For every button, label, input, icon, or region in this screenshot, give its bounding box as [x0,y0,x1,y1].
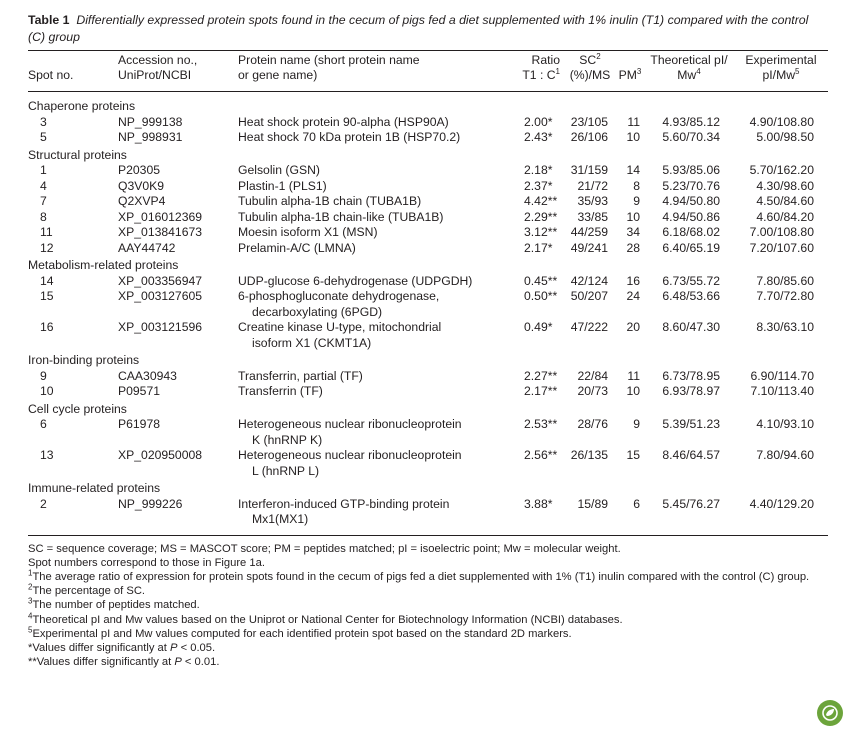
cell-theoretical: 8.60/47.30 [662,320,720,334]
figure-link[interactable]: 1a [249,556,262,569]
table-row [28,194,828,210]
cell-pm: 11 [627,368,640,383]
header-ratio: Ratio T1 : $C^1$ [522,53,560,82]
table-row [28,289,828,320]
cell-spot: 6 [40,417,47,431]
table-row [28,497,828,528]
bottom-rule [28,535,828,536]
cell-sc: 22/84 [577,368,608,383]
cell-experimental: 4.50/84.60 [756,194,814,208]
cell-experimental: 7.70/72.80 [756,289,814,303]
header-accession: Accession no., UniProt/NCBI [118,53,198,82]
footnote-spot-reference: Spot numbers correspond to those in Figure 1a. [28,556,265,569]
cell-accession: XP_016012369 [118,209,203,224]
group-title: Structural proteins [28,147,127,162]
cell-theoretical: 4.94/50.80 [662,194,720,208]
cell-sc: 49/241 [570,240,608,255]
cell-spot: 8 [40,209,47,224]
cell-theoretical: 5.39/51.23 [662,417,720,431]
cell-accession: Q3V0K9 [118,178,165,193]
cell-theoretical: 6.73/55.72 [662,273,720,288]
cell-experimental: 7.80/85.60 [756,273,814,288]
cell-sc: 28/76 [577,417,608,431]
cell-pm: 9 [633,417,640,431]
cell-sc: 42/124 [570,273,608,288]
table-title: Differentially expressed protein spots found in the cecum of pigs fed a diet supplemented with 1% inulin (T1) compared with the control (C) group [28,13,809,44]
cell-ratio: 2.18* [524,163,553,177]
cell-ratio: 2.56** [524,448,558,462]
cell-sc: 50/207 [570,289,608,303]
cell-spot: 16 [40,320,54,334]
footnote-significance-2: **Values differ significantly at P < 0.01. [28,656,220,669]
table-row [28,179,828,195]
cell-accession: AAY44742 [118,240,176,255]
header-theoretical: Theoretical pI/ Mw$^4$ [650,53,728,82]
header-sc: $SC^2$ (%)/MS [569,51,611,82]
cell-experimental: 6.90/114.70 [750,368,814,383]
cell-ratio: 2.17** [524,384,558,398]
cell-spot: 4 [40,178,47,193]
cell-pm: 24 [626,289,640,303]
header-rule [28,83,828,92]
cell-ratio: 0.49* [524,320,553,334]
table-footnotes [28,542,828,670]
cell-sc: 33/85 [577,209,608,224]
cell-sc: 35/93 [577,194,608,208]
group-title: Immune-related proteins [28,481,161,495]
cell-accession: NP_999138 [118,114,183,129]
group-title: Cell cycle proteins [28,401,127,416]
cell-spot: 15 [40,289,54,303]
cell-pm: 14 [626,163,640,177]
cell-pm: 10 [626,384,640,398]
cell-protein-name: Tubulin alpha-1B chain-like (TUBA1B) [238,209,444,224]
cell-experimental: 8.30/63.10 [756,320,814,334]
cell-protein-name: Tubulin alpha-1B chain (TUBA1B) [238,194,422,208]
cell-pm: 6 [633,496,640,511]
cell-spot: 14 [40,273,54,288]
cell-experimental: 4.10/93.10 [756,417,814,431]
table-row [28,417,828,448]
cell-theoretical: 8.46/64.57 [662,448,720,462]
cell-ratio: 2.37* [524,178,553,193]
cell-protein-name: Interferon-induced GTP-binding protein Mx1(MX1) [238,496,450,526]
cell-sc: 47/222 [570,320,608,334]
group-row [28,479,828,497]
cell-pm: 28 [626,240,640,255]
cell-sc: 20/73 [577,384,608,398]
cell-pm: 10 [626,209,640,224]
cell-accession: XP_003121596 [118,320,203,334]
footnote-significance-1: *Values differ significantly at P < 0.05. [28,641,216,654]
cell-sc: 15/89 [577,496,608,511]
cell-protein-name: Heterogeneous nuclear ribonucleoprotein L (hnRNP L) [238,448,462,478]
cell-spot: 3 [40,114,47,129]
cell-protein-name: Transferrin (TF) [238,384,323,398]
table-row [28,163,828,179]
cell-accession: XP_003356947 [118,273,203,288]
cell-sc: 23/105 [570,114,608,129]
cell-protein-name: Gelsolin (GSN) [238,163,320,177]
cell-ratio: 0.50** [524,289,558,303]
cell-ratio: 3.12** [524,225,558,239]
cell-pm: 34 [626,225,640,239]
footnote-5: $^5$Experimental pI and Mw values computed for each identified protein spot based on the standard 2D markers. [28,624,572,640]
table-row [28,115,828,131]
cell-ratio: 2.27** [524,368,558,383]
cell-theoretical: 5.60/70.34 [662,130,720,144]
cell-theoretical: 6.48/53.66 [662,289,720,303]
cell-sc: 26/106 [570,130,608,144]
table-row [28,274,828,290]
cell-experimental: 4.30/98.60 [756,178,814,193]
group-row [28,400,828,418]
cell-accession: CAA30943 [118,368,177,383]
cell-experimental: 7.80/94.60 [756,448,814,462]
cell-accession: XP_020950008 [118,448,203,462]
cell-spot: 5 [40,130,47,144]
cell-pm: 10 [626,130,640,144]
footnote-2: $^2$The percentage of SC. [28,582,146,598]
cell-sc: 44/259 [570,225,608,239]
cell-sc: 31/159 [570,163,608,177]
cell-sc: 26/135 [570,448,608,462]
cell-experimental: 4.40/129.20 [749,496,814,511]
cell-experimental: 7.10/113.40 [750,384,814,398]
cell-sc: 21/72 [577,178,608,193]
cell-ratio: 2.43* [524,130,553,144]
cell-spot: 11 [40,225,53,239]
cell-pm: 11 [627,114,640,129]
header-spot: Spot no. [28,68,74,82]
cell-ratio: 2.53** [524,417,558,431]
cell-theoretical: 4.94/50.86 [662,209,720,224]
cell-experimental: 4.60/84.20 [756,209,814,224]
cell-theoretical: 4.93/85.12 [662,114,720,129]
header-pm: $PM^3$ [618,66,642,82]
table-row [28,210,828,226]
table-row [28,241,828,257]
cell-protein-name: Creatine kinase U-type, mitochondrial isoform X1 (CKMT1A) [238,320,442,350]
cell-experimental: 5.70/162.20 [749,163,814,177]
cell-ratio: 3.88* [524,496,553,511]
group-row [28,351,828,369]
cell-spot: 7 [40,194,47,208]
footnote-1: $^1$The average ratio of expression for protein spots found in the cecum of pigs fed a diet supplemented with 1% (T1) inulin compared with the control (C) group. [28,568,810,583]
footnote-abbreviations: SC = sequence coverage; MS = MASCOT score; PM = peptides matched; pI = isoelectric point; Mw = molecular weight. [28,542,621,555]
cell-accession: P20305 [118,163,161,177]
table-label: Table 1 [28,13,70,27]
cell-ratio: 2.00* [524,114,553,129]
protein-table [28,51,828,528]
cell-ratio: 2.29** [524,209,558,224]
cell-theoretical: 6.18/68.02 [662,225,720,239]
table-header [28,51,828,97]
group-row [28,146,828,164]
cell-protein-name: UDP-glucose 6-dehydrogenase (UDPGDH) [238,273,473,288]
cell-protein-name: Moesin isoform X1 (MSN) [238,225,378,239]
cell-protein-name: Heterogeneous nuclear ribonucleoprotein K (hnRNP K) [238,417,462,447]
cell-pm: 9 [633,194,640,208]
publisher-logo-icon[interactable] [817,700,843,726]
cell-protein-name: Plastin-1 (PLS1) [238,178,327,193]
cell-accession: P61978 [118,417,161,431]
footnote-3: $^3$The number of peptides matched. [28,596,200,612]
group-title: Chaperone proteins [28,99,136,113]
table-row [28,225,828,241]
table-row [28,384,828,400]
group-title: Iron-binding proteins [28,353,140,367]
cell-spot: 12 [40,240,54,255]
cell-accession: XP_003127605 [118,289,203,303]
cell-pm: 20 [626,320,640,334]
leaf-icon [821,704,839,722]
cell-protein-name: Heat shock 70 kDa protein 1B (HSP70.2) [238,130,461,144]
footnote-4: $^4$Theoretical pI and Mw values based on the Uniprot or National Center for Biotechnology Information (NCBI) databases. [28,610,623,626]
cell-ratio: 4.42** [524,194,558,208]
cell-protein-name: Heat shock protein 90-alpha (HSP90A) [238,114,449,129]
cell-theoretical: 6.73/78.95 [662,368,720,383]
cell-ratio: 2.17* [524,240,553,255]
cell-pm: 15 [626,448,640,462]
header-experimental: Experimental pI/Mw$^5$ [745,53,817,82]
cell-ratio: 0.45** [524,273,558,288]
cell-spot: 13 [40,448,54,462]
group-title: Metabolism-related proteins [28,258,179,272]
cell-accession: NP_998931 [118,130,183,144]
cell-protein-name: Transferrin, partial (TF) [238,368,363,383]
cell-spot: 2 [40,496,47,511]
cell-accession: Q2XVP4 [118,194,166,208]
table-caption [28,12,828,46]
cell-protein-name: Prelamin-A/C (LMNA) [238,240,356,255]
cell-spot: 9 [40,368,47,383]
cell-accession: P09571 [118,384,161,398]
table-body [28,97,828,528]
cell-experimental: 5.00/98.50 [756,130,814,144]
cell-theoretical: 5.45/76.27 [662,496,720,511]
cell-experimental: 7.20/107.60 [749,240,814,255]
table-row [28,369,828,385]
cell-accession: NP_999226 [118,496,183,511]
table-figure [28,12,828,669]
cell-protein-name: 6-phosphogluconate dehydrogenase, decarboxylating (6PGD) [238,289,440,319]
group-row [28,97,828,115]
cell-theoretical: 6.40/65.19 [662,240,720,255]
cell-accession: XP_013841673 [118,225,203,239]
cell-theoretical: 5.23/70.76 [662,178,720,193]
cell-spot: 1 [40,163,47,177]
header-protein-name: Protein name (short protein name or gene name) [238,53,420,82]
cell-theoretical: 6.93/78.97 [662,384,720,398]
cell-pm: 16 [626,273,640,288]
table-row [28,130,828,146]
group-row [28,256,828,274]
cell-pm: 8 [633,178,640,193]
cell-experimental: 4.90/108.80 [749,114,814,129]
table-row [28,448,828,479]
table-row [28,320,828,351]
cell-theoretical: 5.93/85.06 [662,163,720,177]
cell-experimental: 7.00/108.80 [749,225,814,239]
cell-spot: 10 [40,384,54,398]
